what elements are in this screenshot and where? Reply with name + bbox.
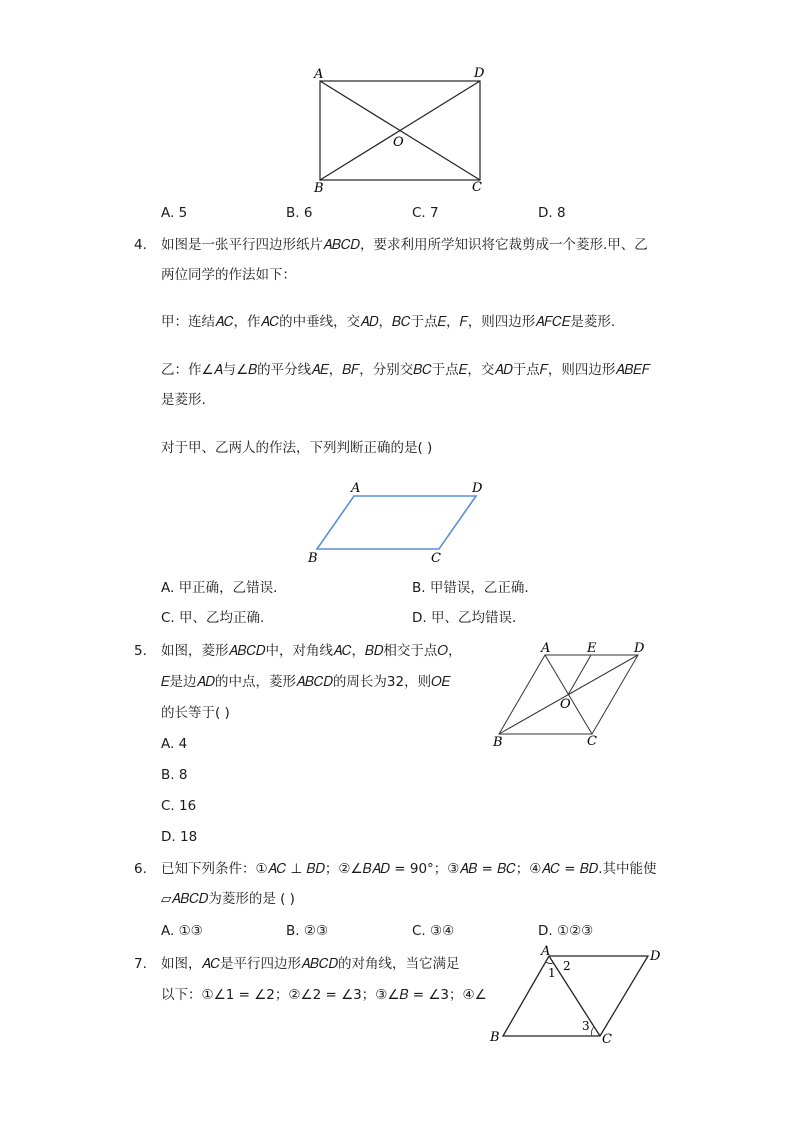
angle-label-3: 3 bbox=[582, 1019, 590, 1033]
label-d: D bbox=[474, 66, 485, 81]
label-a: A bbox=[351, 481, 361, 496]
q3-rectangle-figure bbox=[300, 60, 500, 200]
label-a: A bbox=[541, 641, 551, 656]
q4-option-a[interactable]: A. 甲正确，乙错误. bbox=[161, 580, 278, 596]
label-b: B bbox=[493, 735, 503, 750]
q6-option-c[interactable]: C. ③④ bbox=[412, 923, 455, 939]
q5-option-a[interactable]: A. 4 bbox=[161, 736, 188, 752]
label-b: B bbox=[308, 551, 318, 566]
label-d: D bbox=[472, 481, 483, 496]
q7-stem-line2: 以下：①∠1 = ∠2；②∠2 = ∠3；③∠𝐵 = ∠3；④∠ bbox=[161, 987, 487, 1003]
q3-option-d[interactable]: D. 8 bbox=[538, 205, 566, 221]
q6-option-b[interactable]: B. ②③ bbox=[286, 923, 329, 939]
diagonal-ac bbox=[549, 956, 600, 1036]
label-o: O bbox=[393, 135, 404, 150]
parallelogram-abcd bbox=[503, 956, 648, 1036]
parallelogram-abcd bbox=[317, 496, 476, 549]
q4-option-d[interactable]: D. 甲、乙均错误. bbox=[412, 610, 517, 626]
angle-mark-a bbox=[546, 962, 553, 964]
q5-option-b[interactable]: B. 8 bbox=[161, 767, 188, 783]
q6-stem-line1: 已知下列条件：①𝐴𝐶 ⊥ 𝐵𝐷；②∠𝐵𝐴𝐷 = 90°；③𝐴𝐵 = 𝐵𝐶；④𝐴𝐶 = 𝐵𝐷.其中能使 bbox=[161, 861, 657, 877]
q4-question: 对于甲、乙两人的作法，下列判断正确的是( ) bbox=[161, 440, 433, 456]
q3-option-b[interactable]: B. 6 bbox=[286, 205, 313, 221]
q4-jia-method: 甲：连结𝐴𝐶，作𝐴𝐶的中垂线，交𝐴𝐷，𝐵𝐶于点𝐸，𝐹，则四边形𝐴𝐹𝐶𝐸是菱形. bbox=[161, 314, 616, 330]
q4-option-b[interactable]: B. 甲错误，乙正确. bbox=[412, 580, 529, 596]
label-d: D bbox=[634, 641, 645, 656]
label-b: B bbox=[490, 1030, 500, 1045]
label-d: D bbox=[650, 949, 661, 964]
label-c: C bbox=[431, 551, 441, 566]
q6-option-a[interactable]: A. ①③ bbox=[161, 923, 203, 939]
q5-rhombus-figure bbox=[488, 638, 648, 750]
q7-number: 7. bbox=[134, 956, 147, 972]
label-c: C bbox=[472, 180, 482, 195]
label-c: C bbox=[587, 734, 597, 749]
q7-parallelogram-figure bbox=[486, 942, 672, 1052]
q3-option-c[interactable]: C. 7 bbox=[412, 205, 439, 221]
q4-yi-method-line2: 是菱形. bbox=[161, 392, 206, 408]
q4-parallelogram-figure bbox=[300, 478, 500, 566]
q5-stem-line2: 𝐸是边𝐴𝐷的中点，菱形𝐴𝐵𝐶𝐷的周长为32，则𝑂𝐸 bbox=[161, 674, 451, 690]
label-o: O bbox=[560, 697, 571, 712]
q6-option-d[interactable]: D. ①②③ bbox=[538, 923, 594, 939]
q4-number: 4. bbox=[134, 237, 147, 253]
angle-label-1: 1 bbox=[548, 966, 556, 980]
q5-stem-line1: 如图，菱形𝐴𝐵𝐶𝐷中，对角线𝐴𝐶，𝐵𝐷相交于点𝑂， bbox=[161, 643, 462, 659]
angle-mark-c bbox=[591, 1027, 594, 1036]
q5-option-c[interactable]: C. 16 bbox=[161, 798, 197, 814]
q5-number: 5. bbox=[134, 643, 147, 659]
q5-option-d[interactable]: D. 18 bbox=[161, 829, 198, 845]
label-c: C bbox=[602, 1032, 612, 1047]
q4-yi-method-line1: 乙：作∠𝐴与∠𝐵的平分线𝐴𝐸，𝐵𝐹，分别交𝐵𝐶于点𝐸，交𝐴𝐷于点𝐹，则四边形𝐴𝐵𝐸𝐹 bbox=[161, 362, 650, 378]
label-a: A bbox=[541, 944, 551, 959]
segment-oe bbox=[568, 655, 591, 695]
q4-stem-line1: 如图是一张平行四边形纸片𝐴𝐵𝐶𝐷，要求利用所学知识将它裁剪成一个菱形.甲、乙 bbox=[161, 237, 648, 253]
q7-stem-line1: 如图，𝐴𝐶是平行四边形𝐴𝐵𝐶𝐷的对角线，当它满足 bbox=[161, 956, 460, 972]
angle-label-2: 2 bbox=[563, 959, 571, 973]
q6-stem-line2: ▱𝐴𝐵𝐶𝐷为菱形的是 ( ) bbox=[161, 891, 295, 907]
q6-number: 6. bbox=[134, 861, 147, 877]
q3-option-a[interactable]: A. 5 bbox=[161, 205, 188, 221]
label-e: E bbox=[587, 641, 597, 656]
label-b: B bbox=[314, 181, 324, 196]
q5-stem-line3: 的长等于( ) bbox=[161, 705, 230, 721]
q4-option-c[interactable]: C. 甲、乙均正确. bbox=[161, 610, 265, 626]
q4-stem-line2: 两位同学的作法如下： bbox=[161, 267, 296, 283]
label-a: A bbox=[314, 67, 324, 82]
